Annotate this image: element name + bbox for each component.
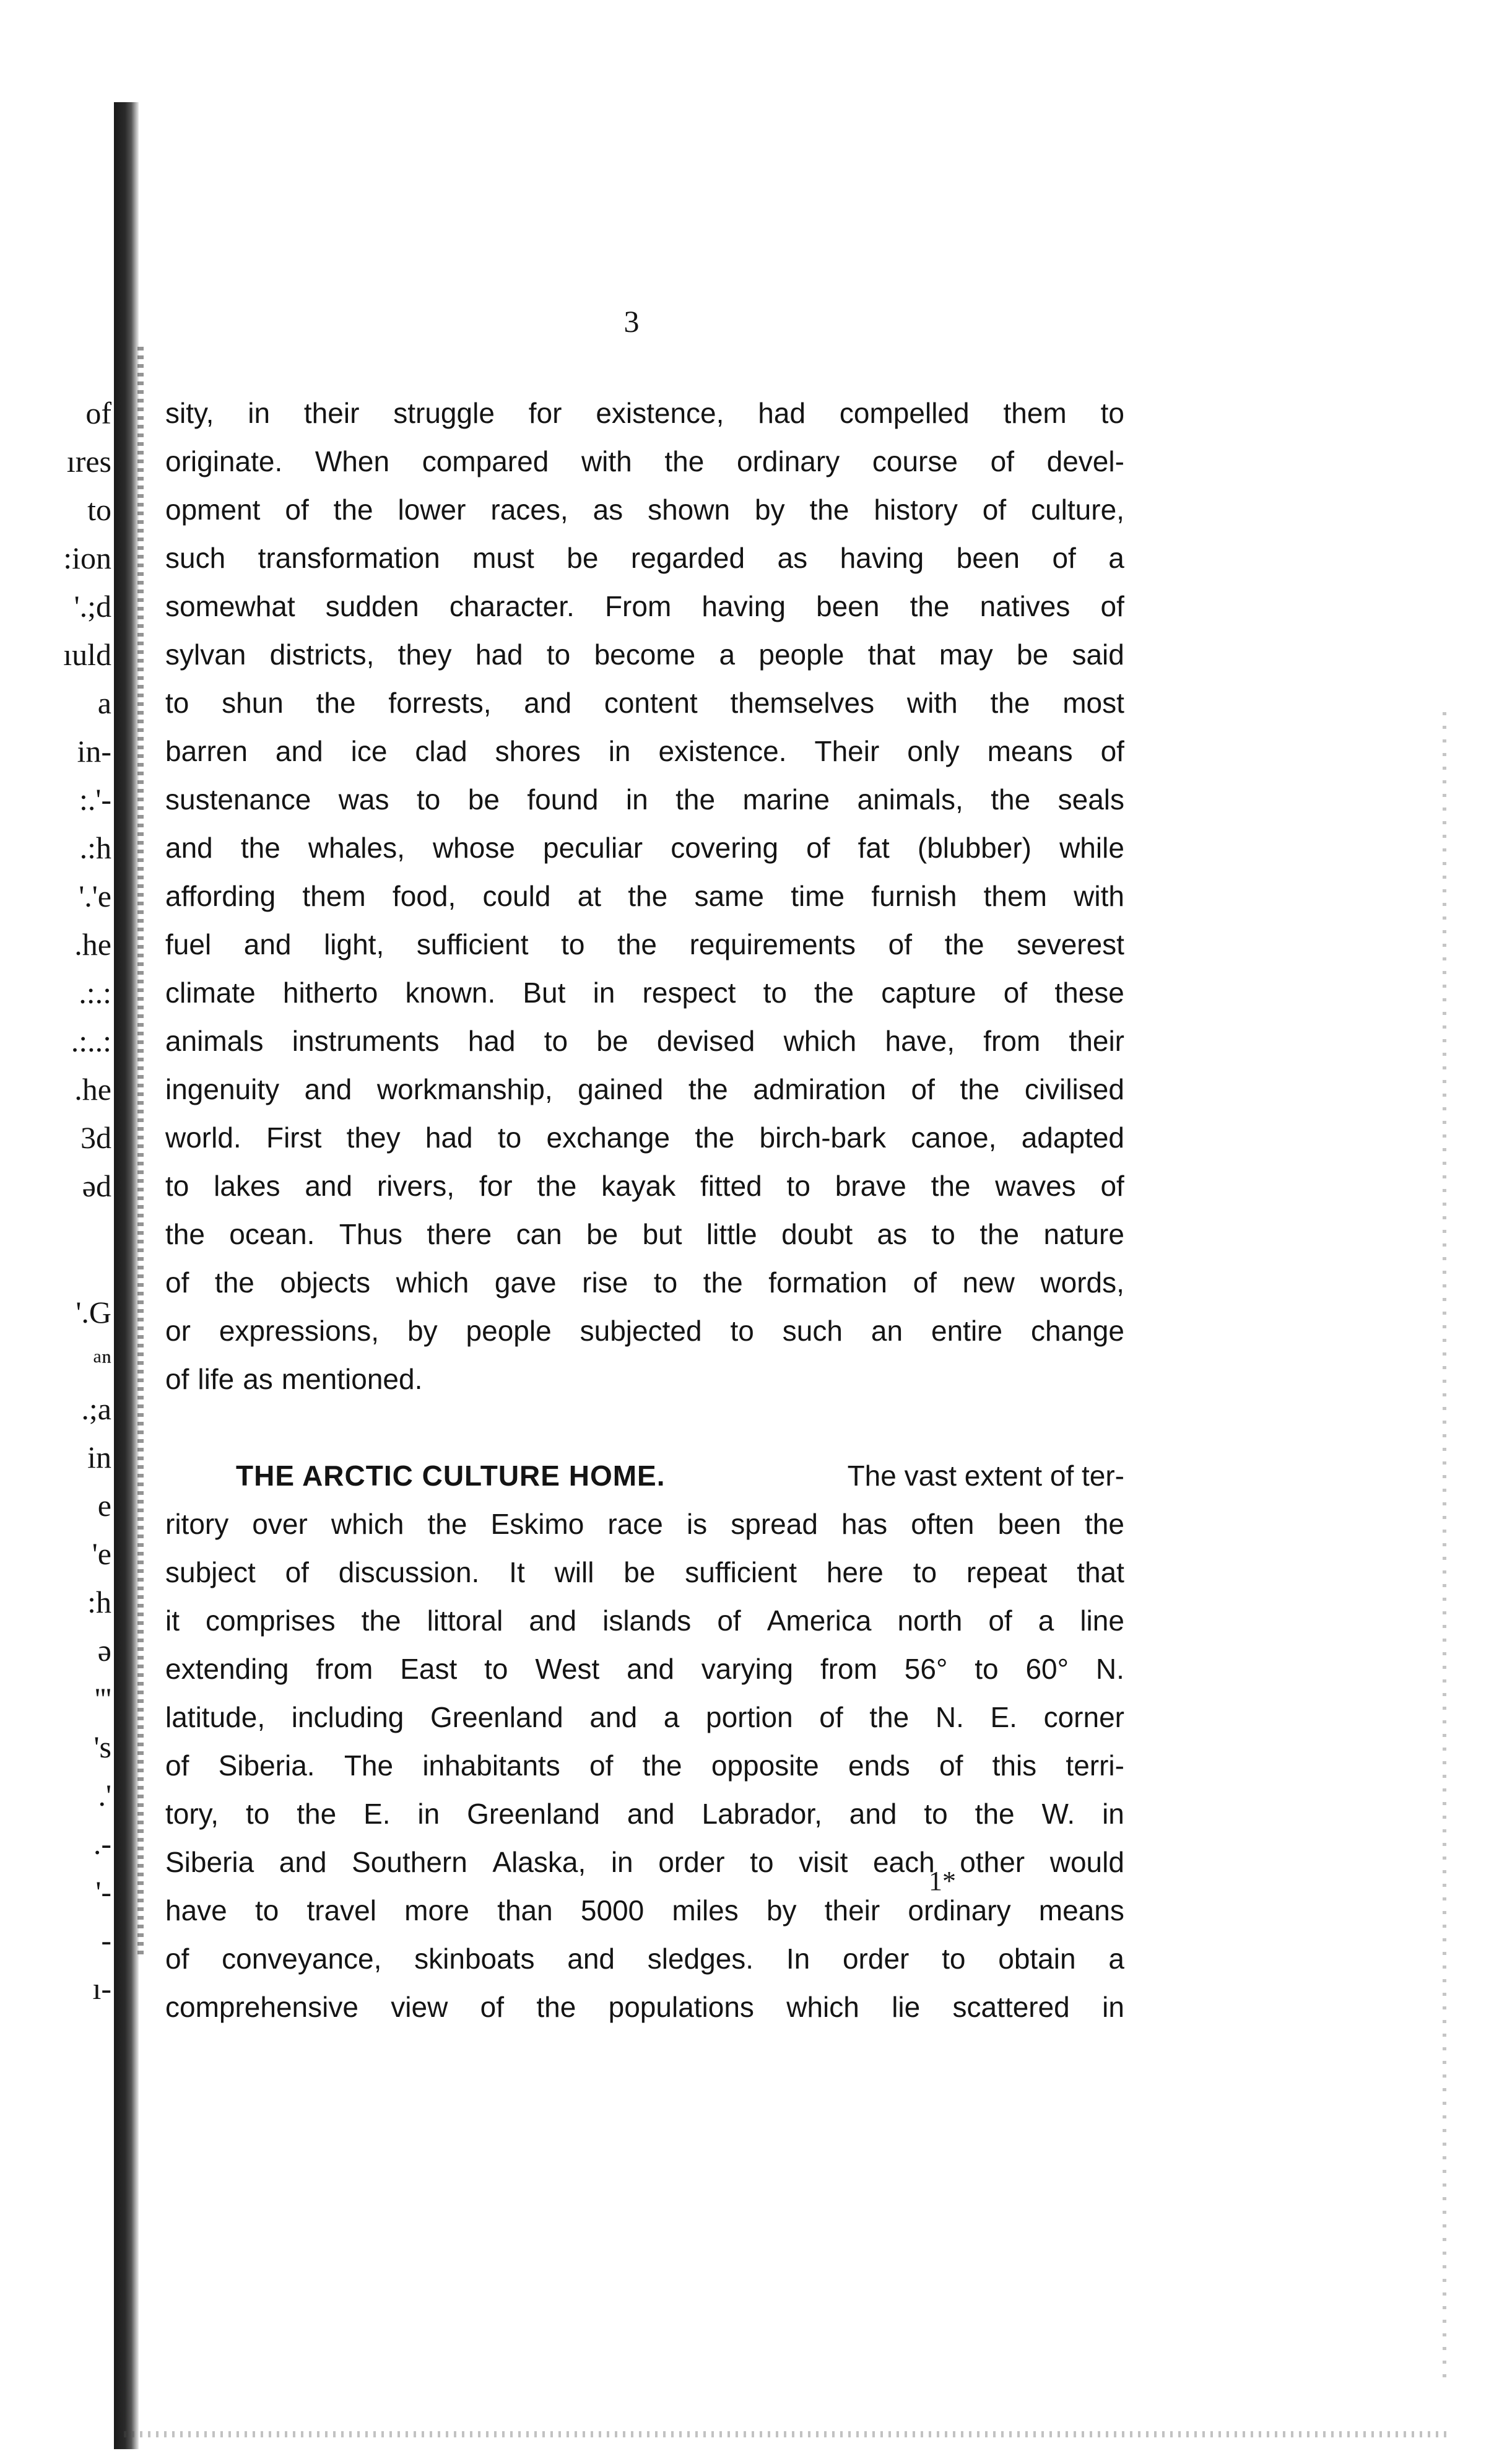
text-line: animals instruments had to be devised which have, from their [165, 1025, 1124, 1057]
margin-fragment: to [87, 492, 111, 527]
margin-fragment: '- [95, 1874, 111, 1909]
margin-fragment: ıres [66, 444, 111, 479]
margin-fragment: .he [74, 927, 111, 962]
margin-fragment: .;a [81, 1391, 111, 1426]
margin-fragment: .- [93, 1826, 111, 1861]
margin-fragment: 3d [80, 1120, 111, 1155]
section-heading: THE ARCTIC CULTURE HOME. [236, 1460, 666, 1492]
right-page-edge [1443, 712, 1446, 2384]
paragraph-break [165, 1403, 1124, 1452]
text-line: the ocean. Thus there can be but little doubt as to the nature [165, 1218, 1124, 1250]
text-line: subject of discussion. It will be sufficient here to repeat that [165, 1556, 1124, 1588]
paragraph-1 [165, 389, 1124, 1403]
margin-fragment: .:h [79, 830, 111, 865]
margin-fragment: 's [93, 1730, 111, 1764]
text-line: or expressions, by people subjected to such an entire change [165, 1315, 1124, 1347]
text-line: somewhat sudden character. From having been the natives of [165, 590, 1124, 622]
margin-fragment: '.'e [79, 879, 111, 913]
text-line: comprehensive view of the populations which lie scattered in [165, 1991, 1124, 2023]
margin-fragment: :ion [63, 541, 111, 575]
page-body [165, 389, 1124, 2031]
page-number: 3 [623, 304, 640, 339]
text-line: such transformation must be regarded as having been of a [165, 542, 1124, 574]
text-line: have to travel more than 5000 miles by their ordinary means [165, 1894, 1124, 1926]
text-line: sustenance was to be found in the marine animals, the seals [165, 783, 1124, 816]
margin-fragment: - [101, 1923, 111, 1957]
margin-fragment: ǝ [97, 1633, 111, 1668]
margin-fragment: ıuld [63, 637, 111, 672]
text-line: extending from East to West and varying from 56° to 60° N. [165, 1653, 1124, 1685]
margin-fragment: '.G [76, 1295, 111, 1330]
margin-fragment: 'e [92, 1536, 111, 1571]
margin-fragment: .:..: [71, 1024, 111, 1058]
bottom-page-edge [124, 2431, 1449, 2437]
book-gutter-shadow [114, 102, 139, 2449]
text-line: of Siberia. The inhabitants of the opposite ends of this terri- [165, 1749, 1124, 1782]
margin-fragment: :h [87, 1585, 111, 1619]
text-line: Siberia and Southern Alaska, in order to visit each other would [165, 1846, 1124, 1878]
text-line: tory, to the E. in Greenland and Labrador, and to the W. in [165, 1798, 1124, 1830]
text-line: world. First they had to exchange the birch-bark canoe, adapted [165, 1121, 1124, 1154]
text-line: sylvan districts, they had to become a people that may be said [165, 638, 1124, 671]
text-line: ingenuity and workmanship, gained the admiration of the civilised [165, 1073, 1124, 1105]
text-line: opment of the lower races, as shown by the history of culture, [165, 494, 1124, 526]
margin-fragment [25, 1210, 111, 1288]
text-line: it comprises the littoral and islands of America north of a line [165, 1604, 1124, 1637]
text-line: latitude, including Greenland and a portion of the N. E. corner [165, 1701, 1124, 1733]
margin-fragment: :.'- [79, 782, 111, 817]
margin-fragment: ǝd [82, 1169, 111, 1203]
text-line: fuel and light, sufficient to the requirements of the severest [165, 928, 1124, 960]
text-line: ritory over which the Eskimo race is spread has often been the [165, 1508, 1124, 1540]
margin-fragment: in [87, 1440, 111, 1474]
signature-mark: 1* [929, 1866, 956, 1896]
margin-fragment: .he [74, 1072, 111, 1107]
text-line: of the objects which gave rise to the formation of new words, [165, 1266, 1124, 1299]
paragraph-2 [165, 1452, 1124, 2031]
text-line: and the whales, whose peculiar covering of fat (blubber) while [165, 832, 1124, 864]
margin-fragment: e [97, 1488, 111, 1523]
text-line: to shun the forrests, and content themselves with the most [165, 687, 1124, 719]
text-line: originate. When compared with the ordinary course of devel- [165, 445, 1124, 477]
margin-fragment: .' [98, 1778, 111, 1813]
margin-fragment: ''' [94, 1681, 111, 1716]
margin-fragment: in- [77, 734, 111, 768]
paragraph-2-first-line [165, 1452, 1124, 1500]
text-line: of life as mentioned. [165, 1363, 423, 1395]
heading-line-text: The vast extent of ter- [847, 1460, 1124, 1492]
text-line: sity, in their struggle for existence, had compelled them to [165, 397, 1124, 429]
margin-fragment: a [97, 686, 111, 720]
text-line: climate hitherto known. But in respect to the capture of these [165, 977, 1124, 1009]
gutter-texture [137, 347, 144, 1957]
text-line: affording them food, could at the same time furnish them with [165, 880, 1124, 912]
margin-fragment: ᵃⁿ [93, 1343, 111, 1378]
text-line: of conveyance, skinboats and sledges. In order to obtain a [165, 1943, 1124, 1975]
margin-fragment: of [85, 396, 111, 430]
margin-fragment: .:.: [79, 975, 111, 1010]
margin-fragment: ı- [92, 1971, 111, 2006]
facing-page-fragments [25, 389, 111, 2013]
text-line: to lakes and rivers, for the kayak fitted to brave the waves of [165, 1170, 1124, 1202]
text-line: barren and ice clad shores in existence. Their only means of [165, 735, 1124, 767]
margin-fragment: '.;d [74, 589, 111, 624]
